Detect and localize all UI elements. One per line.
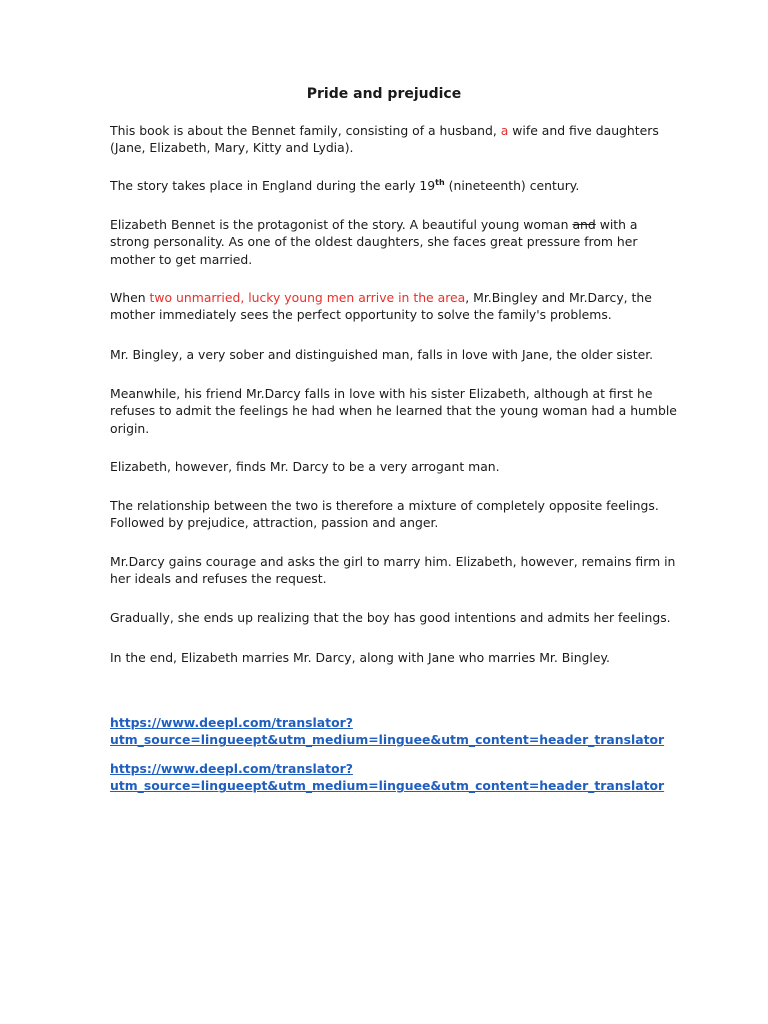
link-line[interactable]: https://www.deepl.com/translator? (110, 715, 353, 730)
paragraph-line: her ideals and refuses the request. (110, 571, 327, 587)
paragraph-line: origin. (110, 420, 150, 436)
paragraph-setting (110, 177, 670, 194)
paragraph-line: Gradually, she ends up realizing that the boy has good intentions and admits her feelings. (110, 610, 671, 625)
highlighted-word: a (500, 123, 509, 138)
text-run: Elizabeth Bennet is the protagonist of the story. A beautiful young woman (110, 217, 573, 232)
paragraph-line: refuses to admit the feelings he had when he learned that the young woman had a humble (110, 403, 677, 419)
link-line[interactable]: utm_source=lingueept&utm_medium=linguee&utm_content=header_translator (110, 732, 665, 748)
paragraph-line: strong personality. As one of the oldest daughters, she faces great pressure from her (110, 234, 638, 250)
paragraph-ending (110, 649, 670, 666)
link-line[interactable]: utm_source=lingueept&utm_medium=linguee&utm_content=header_translator (110, 778, 665, 794)
text-run: wife and five daughters (508, 123, 659, 138)
text-run: with a (595, 217, 638, 232)
struck-word: and (572, 217, 596, 232)
text-run: The story takes place in England during the early 19 (110, 178, 436, 193)
paragraph-line (110, 177, 670, 194)
paragraph-intro (110, 122, 670, 157)
paragraph-line: Elizabeth, however, finds Mr. Darcy to be a very arrogant man. (110, 459, 500, 474)
paragraph-protagonist (110, 216, 670, 268)
translator-link-1[interactable] (110, 714, 670, 749)
paragraph-relationship (110, 497, 670, 532)
highlighted-phrase: two unmarried, lucky young men arrive in the area (149, 290, 466, 305)
paragraph-line: mother to get married. (110, 251, 253, 267)
text-run: , Mr.Bingley and Mr.Darcy, the (465, 290, 652, 305)
paragraph-darcy (110, 385, 677, 437)
paragraph-line (110, 216, 670, 233)
document-title: Pride and prejudice (306, 86, 462, 102)
paragraph-line (110, 122, 670, 139)
paragraph-proposal (110, 553, 676, 588)
text-run: When (110, 290, 150, 305)
superscript: th (435, 177, 445, 187)
paragraph-line: mother immediately sees the perfect opportunity to solve the family's problems. (110, 307, 612, 323)
paragraph-realization (110, 609, 670, 626)
paragraph-line: Meanwhile, his friend Mr.Darcy falls in love with his sister Elizabeth, although at first he (110, 386, 653, 401)
text-run: (nineteenth) century. (444, 178, 580, 193)
paragraph-line: Followed by prejudice, attraction, passion and anger. (110, 515, 439, 531)
paragraph-line: The relationship between the two is therefore a mixture of completely opposite feelings. (110, 498, 659, 513)
paragraph-bingley (110, 346, 670, 363)
link-line[interactable]: https://www.deepl.com/translator? (110, 761, 353, 776)
paragraph-arrival (110, 289, 670, 324)
paragraph-line: (Jane, Elizabeth, Mary, Kitty and Lydia). (110, 140, 354, 156)
paragraph-line (110, 289, 670, 306)
paragraph-line: Mr.Darcy gains courage and asks the girl to marry him. Elizabeth, however, remains firm in (110, 554, 676, 569)
paragraph-line: In the end, Elizabeth marries Mr. Darcy, along with Jane who marries Mr. Bingley. (110, 650, 610, 665)
paragraph-arrogant (110, 458, 670, 475)
translator-link-2[interactable] (110, 760, 670, 795)
text-run: This book is about the Bennet family, consisting of a husband, (110, 123, 501, 138)
paragraph-line: Mr. Bingley, a very sober and distinguished man, falls in love with Jane, the older sister. (110, 347, 654, 362)
